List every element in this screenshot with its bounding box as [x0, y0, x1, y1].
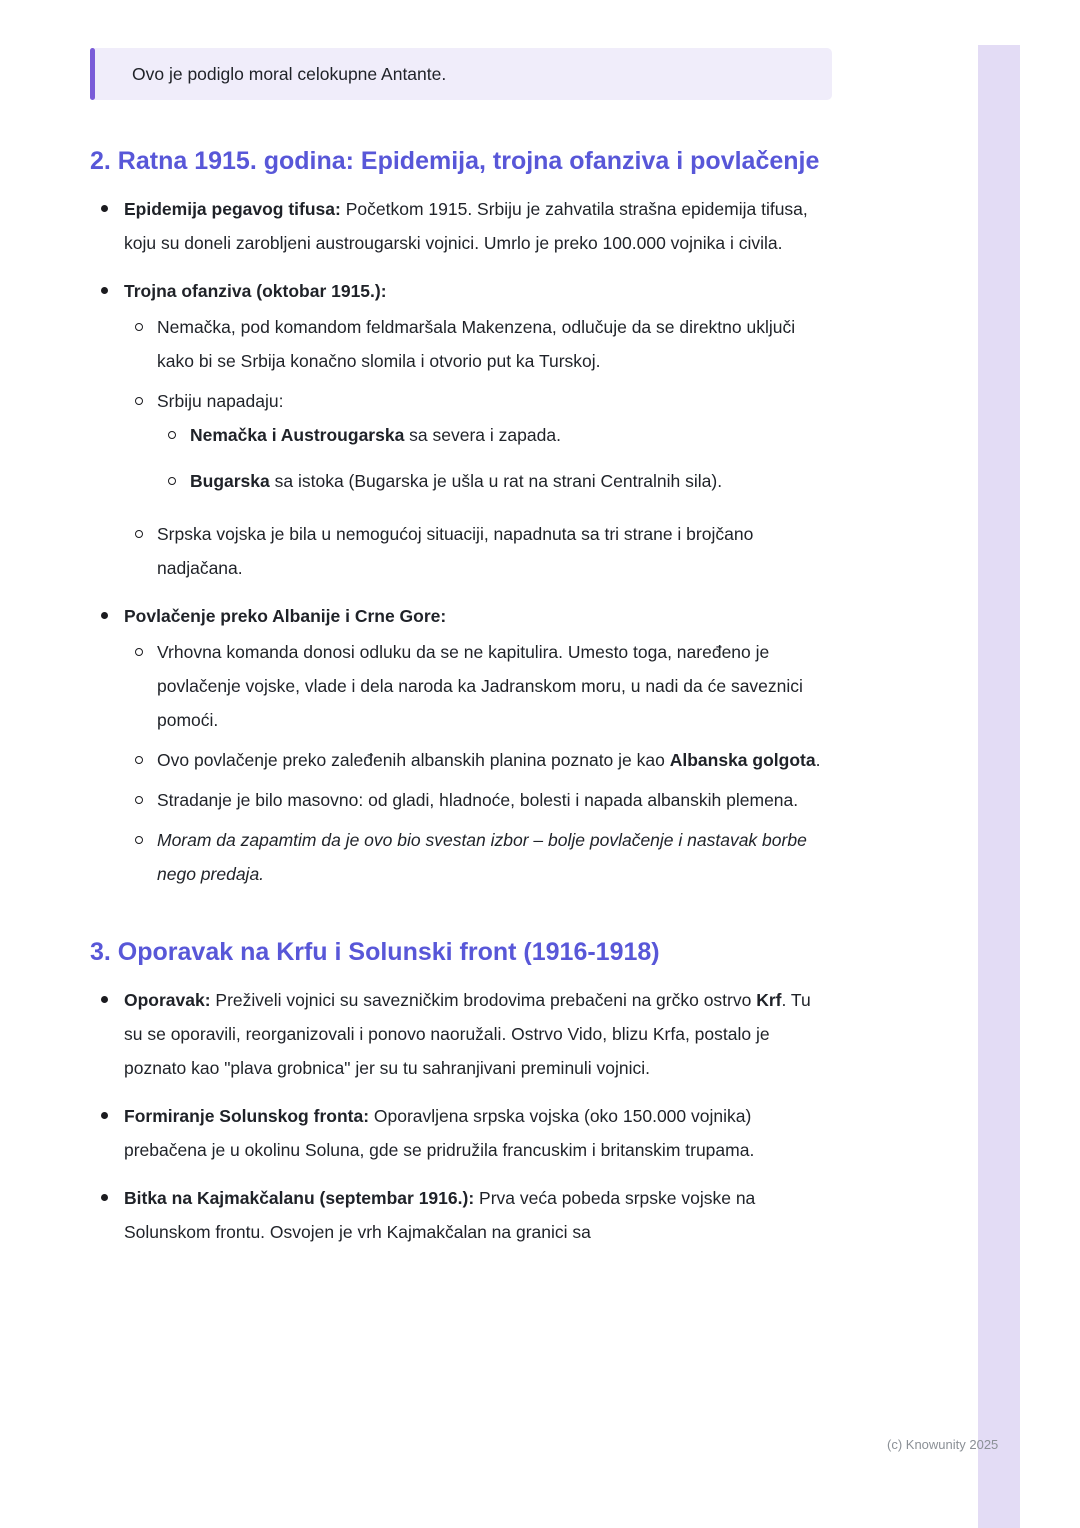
bullet-text [190, 418, 832, 452]
bullet-item-ofanziva [90, 274, 832, 308]
bullet-lead: Bitka na Kajmakčalanu (septembar 1916.): [124, 1188, 475, 1208]
bullet-rest: Oporavljena srpska vojska (oko 150.000 vojnika) prebačena je u okolinu Soluna, gde se pridružila francuskim i britanskim trupama. [124, 1106, 755, 1160]
bullet-text [124, 192, 832, 260]
bullet-lead: Oporavak: [124, 990, 211, 1010]
bullet-text [157, 635, 832, 737]
bullet-post: . [815, 750, 821, 770]
bullet-item-epidemija [90, 192, 832, 260]
quote-callout [90, 48, 832, 100]
bullet-text [190, 464, 832, 498]
bullet-lead: Bugarska [190, 471, 270, 491]
bullet-rest: Početkom 1915. Srbiju je zahvatila strašna epidemija tifusa, koju su doneli zarobljeni austrougarski vojnici. Umrlo je preko 100.000 vojnika i civila. [124, 199, 808, 253]
circle-bullet-icon [135, 530, 143, 538]
callout-text: Ovo je podiglo moral celokupne Antante. [132, 64, 447, 84]
bullet-dot-icon [101, 1194, 108, 1201]
bullet-dot-icon [101, 1112, 108, 1119]
section-2-heading: 2. Ratna 1915. godina: Epidemija, trojna ofanziva i povlačenje [90, 147, 820, 175]
bullet-lead: Nemačka i Austrougarska [190, 425, 405, 445]
bullet-rest: Srpska vojska je bila u nemogućoj situaciji, napadnuta sa tri strane i brojčano nadjačana. [157, 524, 754, 578]
bullet-item-formiranje [90, 1099, 832, 1167]
bullet-item-oporavak [90, 983, 832, 1085]
bullet-post: . Tu su se oporavili, reorganizovali i ponovo naoružali. Ostrvo Vido, blizu Krfa, postalo je poznato kao "plava grobnica" jer su tu sahranjivani preminuli vojnici. [124, 990, 811, 1078]
bullet-lead: Formiranje Solunskog fronta: [124, 1106, 370, 1126]
bullet-dot-icon [101, 996, 108, 1003]
sub-sub-bullet-nemacka [90, 418, 832, 452]
page-edge-strip [978, 45, 1020, 1528]
bullet-rest: Nemačka, pod komandom feldmaršala Makenzena, odlučuje da se direktno uključi kako bi se Srbija konačno slomila i otvorio put ka Turskoj. [157, 317, 796, 371]
bullet-item-bitka [90, 1181, 832, 1249]
copyright-notice [887, 1437, 998, 1452]
sub-bullet-personal-note [90, 823, 832, 891]
bullet-rest: Moram da zapamtim da je ovo bio svestan izbor – bolje povlačenje i nastavak borbe nego predaja. [157, 830, 807, 884]
circle-bullet-icon [135, 397, 143, 405]
bullet-pre: Preživeli vojnici su savezničkim brodovima prebačeni na grčko ostrvo [210, 990, 757, 1010]
copyright-text: (c) Knowunity 2025 [887, 1437, 999, 1452]
bullet-bold: Albanska golgota [669, 750, 816, 770]
sub-sub-bullet-bugarska [90, 464, 832, 498]
bullet-rest: sa istoka (Bugarska je ušla u rat na strani Centralnih sila). [269, 471, 723, 491]
sub-bullet-vrhovna-komanda [90, 635, 832, 737]
bullet-lead: Trojna ofanziva (oktobar 1915.): [124, 281, 387, 301]
bullet-rest: Prva veća pobeda srpske vojske na Solunskom frontu. Osvojen je vrh Kajmakčalan na granici sa [124, 1188, 756, 1242]
bullet-text [124, 274, 832, 308]
bullet-pre: Ovo povlačenje preko zaleđenih albanskih planina poznato je kao [157, 750, 670, 770]
circle-bullet-icon [135, 796, 143, 804]
bullet-text [157, 310, 832, 378]
circle-bullet-icon [135, 323, 143, 331]
callout-accent-bar [90, 48, 95, 100]
bullet-text [124, 599, 832, 633]
bullet-lead: Epidemija pegavog tifusa: [124, 199, 341, 219]
bullet-text [157, 743, 832, 777]
bullet-text [124, 1181, 832, 1249]
sub-bullet-albanska-golgota [90, 743, 832, 777]
bullet-text [124, 983, 832, 1085]
bullet-text [157, 384, 832, 418]
sub-bullet-stradanje [90, 783, 832, 817]
circle-bullet-icon [135, 836, 143, 844]
bullet-dot-icon [101, 287, 108, 294]
circle-bullet-icon [168, 431, 176, 439]
section-3-heading: 3. Oporavak na Krfu i Solunski front (1916-1918) [90, 938, 660, 966]
sub-bullet-napadaju [90, 384, 832, 418]
bullet-rest: sa severa i zapada. [404, 425, 561, 445]
bullet-dot-icon [101, 205, 108, 212]
bullet-rest: Vrhovna komanda donosi odluku da se ne kapitulira. Umesto toga, naređeno je povlačenje vojske, vlade i dela naroda ka Jadranskom moru, u nadi da će saveznici pomoći. [157, 642, 803, 730]
document-content [90, 48, 832, 1249]
bullet-rest: Srbiju napadaju: [157, 391, 284, 411]
bullet-bold: Krf [756, 990, 782, 1010]
sub-bullet-makenzen [90, 310, 832, 378]
bullet-lead: Povlačenje preko Albanije i Crne Gore: [124, 606, 447, 626]
circle-bullet-icon [135, 648, 143, 656]
bullet-text [157, 823, 832, 891]
circle-bullet-icon [135, 756, 143, 764]
bullet-rest: Stradanje je bilo masovno: od gladi, hladnoće, bolesti i napada albanskih plemena. [157, 790, 799, 810]
circle-bullet-icon [168, 477, 176, 485]
bullet-text [157, 517, 832, 585]
bullet-item-povlacenje [90, 599, 832, 633]
bullet-text [157, 783, 832, 817]
sub-bullet-srpska-vojska [90, 517, 832, 585]
bullet-text [124, 1099, 832, 1167]
bullet-dot-icon [101, 612, 108, 619]
